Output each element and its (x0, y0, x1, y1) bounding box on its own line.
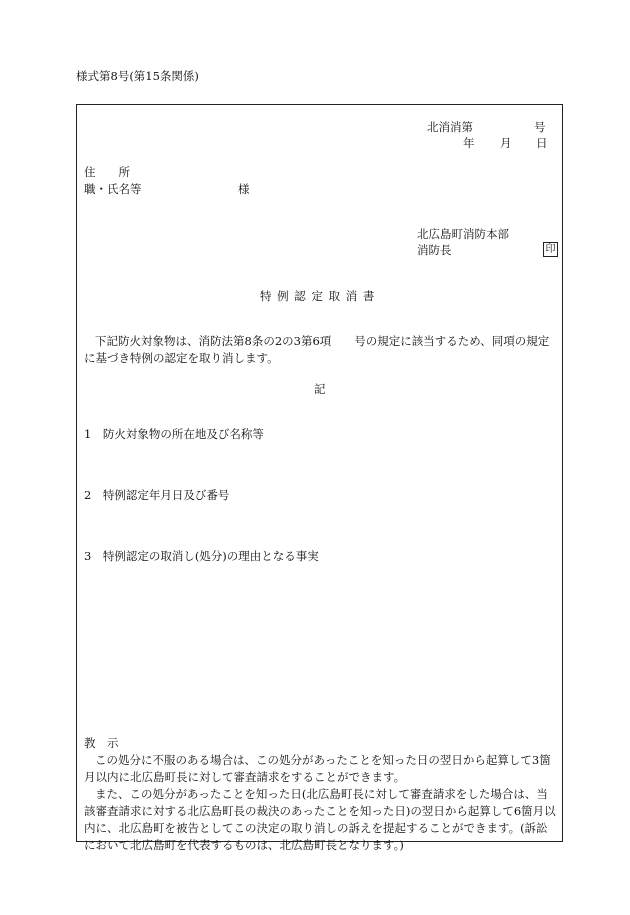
item-2: 2 特例認定年月日及び番号 (84, 488, 230, 502)
notice-paragraph-2: また、この処分があったことを知った日(北広島町長に対して審査請求をした場合は、当該審査請求に対する北広島町長の裁決のあったことを知った日)の翌日から起算して6箇月以内に、北広島町を被告としてこの決定の取り消しの訴えを提起することができます。(訴訟において北広島町を代表するものは、北広島町長となります。) (84, 787, 556, 852)
item-1: 1 防火対象物の所在地及び名称等 (84, 427, 264, 441)
seal-mark: 印 (543, 242, 558, 257)
form-number: 様式第8号(第15条関係) (76, 69, 199, 83)
doc-number-suffix: 号 (534, 120, 546, 134)
date-day: 日 (536, 136, 548, 150)
issuer-organization: 北広島町消防本部 (417, 227, 509, 241)
document-title: 特 例 認 定 取 消 書 (260, 289, 376, 303)
notice-paragraph-1: この処分に不服のある場合は、この処分があったことを知った日の翌日から起算して3箇月以内に北広島町長に対して審査請求をすることができます。 (84, 753, 551, 784)
name-label: 職・氏名等 (84, 182, 142, 196)
date-month: 月 (500, 136, 512, 150)
document-frame (76, 104, 563, 842)
ki-heading: 記 (314, 382, 326, 396)
notice-heading: 教 示 (84, 736, 119, 750)
honorific-sama: 様 (238, 182, 250, 196)
issuer-title: 消防長 (417, 243, 452, 257)
body-text: 下記防火対象物は、消防法第8条の2の3第6項 号の規定に該当するため、同項の規定に基づき特例の認定を取り消します。 (84, 334, 550, 365)
address-label: 住 所 (84, 165, 130, 179)
item-3: 3 特例認定の取消し(処分)の理由となる事実 (84, 549, 319, 563)
date-year: 年 (463, 136, 475, 150)
doc-number-prefix: 北消消第 (427, 120, 473, 134)
